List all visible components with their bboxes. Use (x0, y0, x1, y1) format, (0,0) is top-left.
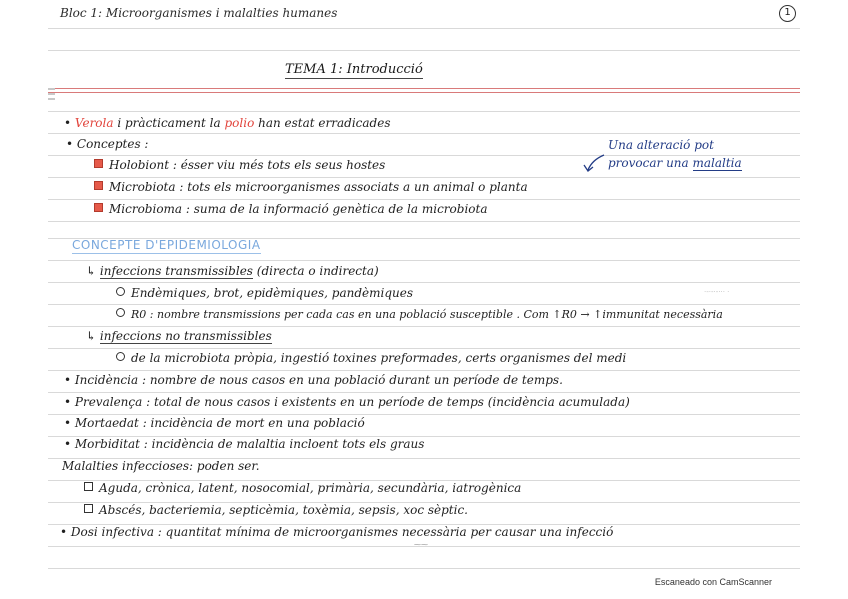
ruled-line-red (48, 92, 800, 93)
arrow-icon: ↳ (86, 329, 97, 343)
margin-mark (48, 88, 55, 90)
note-line: • Conceptes : (66, 137, 149, 151)
definition-line: • Mortaedat : incidència de mort en una població (64, 416, 365, 430)
note-line (86, 329, 272, 343)
definition-line: • Dosi infectiva : quantitat mínima de microorganismes necessària per causar una infecció (60, 525, 614, 539)
ruled-line (48, 199, 800, 200)
highlight-verola: Verola (74, 116, 114, 130)
notebook-page (48, 0, 800, 578)
concept-text: Microbiota : tots els microorganismes associats a un animal o planta (109, 180, 528, 194)
ruled-line (48, 326, 800, 327)
concept-item (94, 180, 528, 194)
ruled-line (48, 282, 800, 283)
square-bullet-icon (94, 181, 103, 190)
circle-bullet-icon (116, 308, 125, 317)
sub-item-text: R0 : nombre transmissions per cada cas en una població susceptible . Com ↑R0 → ↑immunitat necessària (131, 308, 723, 321)
ruled-line (48, 260, 800, 261)
side-note-line: Una alteració pot (608, 138, 714, 152)
definition-line: • Prevalença : total de nous casos i existents en un període de temps (incidència acumulada) (64, 395, 630, 409)
note-text: (directa o indirecta) (252, 264, 379, 278)
bullet-text: • (64, 116, 75, 130)
circle-bullet-icon (116, 352, 125, 361)
page-number: 1 (779, 5, 796, 22)
side-note (608, 136, 742, 172)
pencil-scribble: ·-·-·-··· · (704, 288, 730, 296)
section-title: CONCEPTE D'EPIDEMIOLOGIA (72, 238, 261, 252)
side-note-text: provocar una (608, 156, 693, 170)
checkbox-bullet-icon (84, 482, 93, 491)
sub-item (116, 286, 413, 300)
block-title: Bloc 1: Microorganismes i malalties humanes (60, 6, 338, 20)
concept-item (94, 202, 487, 216)
concept-text: Microbioma : suma de la informació genètica de la microbiota (109, 202, 488, 216)
sub-item-text: de la microbiota pròpia, ingestió toxines preformades, certs organismes del medi (131, 351, 627, 365)
ruled-line (48, 50, 800, 51)
sub-item-text: Abscés, bacteriemia, septicèmia, toxèmia, sepsis, xoc sèptic. (99, 503, 468, 517)
ruled-line (48, 348, 800, 349)
highlight-polio: polio (224, 116, 255, 130)
sub-item (116, 308, 723, 322)
margin-mark (48, 93, 55, 95)
ruled-line (48, 392, 800, 393)
ruled-line (48, 133, 800, 134)
underlined-term: infeccions no transmissibles (99, 329, 272, 343)
definition-line: • Morbiditat : incidència de malaltia incloent tots els graus (64, 437, 425, 451)
sub-item (116, 351, 626, 365)
underlined-term: infeccions transmissibles (99, 264, 253, 278)
side-note-line (608, 154, 742, 172)
concept-text: Holobiont : ésser viu més tots els seus hostes (109, 158, 386, 172)
concept-item (94, 158, 385, 172)
page-title: TEMA 1: Introducció (285, 62, 423, 77)
square-bullet-icon (94, 203, 103, 212)
sub-item-text: Endèmiques, brot, epidèmiques, pandèmiques (131, 286, 414, 300)
ruled-line (48, 304, 800, 305)
sub-item (84, 503, 468, 517)
ruled-line (48, 177, 800, 178)
side-note-underlined: malaltia (692, 156, 742, 170)
note-line (86, 264, 379, 278)
checkbox-bullet-icon (84, 504, 93, 513)
margin-mark (48, 98, 55, 100)
sub-item (84, 481, 521, 495)
scanner-watermark: Escaneado con CamScanner (654, 577, 772, 587)
ruled-line (48, 414, 800, 415)
note-line: Malalties infeccioses: poden ser. (62, 459, 260, 473)
note-text: han estat erradicades (254, 116, 391, 130)
arrow-icon: ↳ (86, 264, 97, 278)
circle-bullet-icon (116, 287, 125, 296)
ruled-line-red (48, 88, 800, 89)
note-line (64, 116, 390, 130)
square-bullet-icon (94, 159, 103, 168)
sub-item-text: Aguda, crònica, latent, nosocomial, primària, secundària, iatrogènica (99, 481, 522, 495)
curved-arrow-icon (582, 152, 608, 176)
note-text: i pràcticament la (113, 116, 225, 130)
ruled-line (48, 111, 800, 112)
ruled-line (48, 221, 800, 222)
ruled-line (48, 28, 800, 29)
ruled-line (48, 568, 800, 569)
pencil-scribble: ⁓⁓ (414, 541, 428, 549)
definition-line: • Incidència : nombre de nous casos en una població durant un període de temps. (64, 373, 563, 387)
ruled-line (48, 370, 800, 371)
